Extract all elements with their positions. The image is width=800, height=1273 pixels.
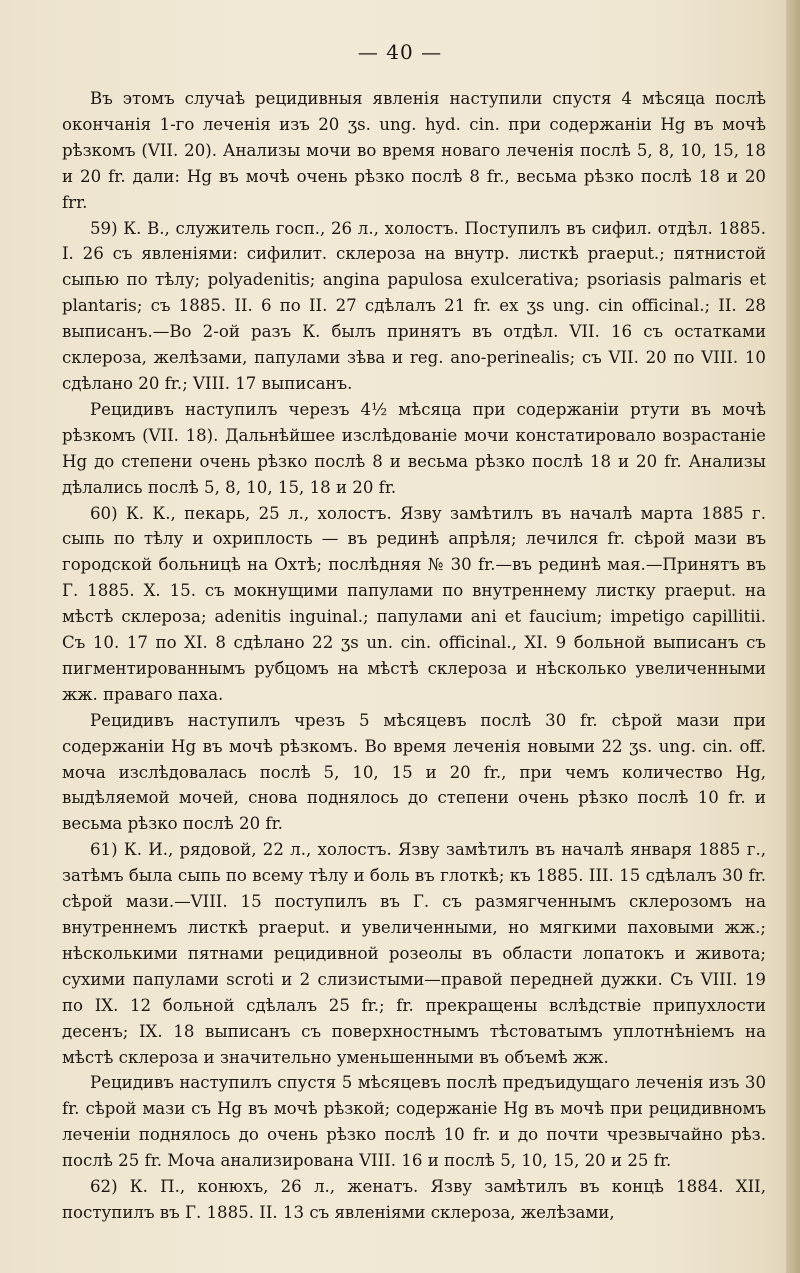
paragraph-case-60: 60) К. К., пекарь, 25 л., холостъ. Язву замѣтилъ въ началѣ марта 1885 г. сыпь по тѣлу и охриплость — въ рединѣ апрѣля; лечился fr. сѣрой мази въ городской больницѣ на Охтѣ; послѣдняя № 30 fr.—въ рединѣ мая.—Принятъ въ Г. 1885. X. 15. съ мокнущими папулами по внутреннему листку praeput. на мѣстѣ склероза; adenitis inguinal.; папулами ani et faucium; impetigo capillitii. Съ 10. 17 по XI. 8 сдѣлано 22 ʒs un. cin. officinal., XI. 9 больной выписанъ съ пигментированнымъ рубцомъ на мѣстѣ склероза и нѣсколько увеличенными жж. праваго паха.: [62, 503, 766, 704]
paragraph-case-59: 59) К. В., служитель госп., 26 л., холостъ. Поступилъ въ сифил. отдѣл. 1885. I. 26 съ явленіями: сифилит. склероза на внутр. листкѣ praeput.; пятнистой сыпью по тѣлу; polyadenitis; angina papulosa exulcerativa; psoriasis palmaris et plantaris; съ 1885. II. 6 по II. 27 сдѣлалъ 21 fr. ex ʒs ung. cin officinal.; II. 28 выписанъ.—Во 2-ой разъ К. былъ принятъ въ отдѣл. VII. 16 съ остатками склероза, желѣзами, папулами зѣва и reg. ano-perinealis; съ VII. 20 по VIII. 10 сдѣлано 20 fr.; VIII. 17 выписанъ.: [62, 218, 767, 393]
paragraph-1: Въ этомъ случаѣ рецидивныя явленія наступили спустя 4 мѣсяца послѣ окончанія 1-го леченія изъ 20 ʒs. ung. hyd. cin. при содержаніи Hg въ мочѣ рѣзкомъ (VII. 20). Анализы мочи во время новаго леченія послѣ 5, 8, 10, 15, 18 и 20 fr. дали: Hg въ мочѣ очень рѣзко послѣ 8 fr., весьма рѣзко послѣ 18 и 20 frr.: [62, 89, 766, 212]
body-text: [62, 86, 766, 1226]
paragraph-case-62: 62) К. П., конюхъ, 26 л., женатъ. Язву замѣтилъ въ концѣ 1884. XII, поступилъ въ Г. 1885. II. 13 съ явленіями склероза, желѣзами,: [62, 1177, 766, 1222]
page-edge: [786, 0, 800, 1273]
paragraph-3: Рецидивъ наступилъ черезъ 4½ мѣсяца при содержаніи ртути въ мочѣ рѣзкомъ (VII. 18). Дальнѣйшее изслѣдованіе мочи констатировало возрастаніе Hg до степени очень рѣзко послѣ 8 и весьма рѣзко послѣ 18 и 20 fr. Анализы дѣлались послѣ 5, 8, 10, 15, 18 и 20 fr.: [62, 399, 766, 497]
paragraph-5: Рецидивъ наступилъ чрезъ 5 мѣсяцевъ послѣ 30 fr. сѣрой мази при содержаніи Hg въ мочѣ рѣзкомъ. Во время леченія новыми 22 ʒs. ung. cin. off. моча изслѣдовалась послѣ 5, 10, 15 и 20 fr., при чемъ количество Hg, выдѣляемой мочей, снова поднялось до степени очень рѣзко послѣ 10 fr. и весьма рѣзко послѣ 20 fr.: [62, 710, 766, 834]
paragraph-case-61: 61) К. И., рядовой, 22 л., холостъ. Язву замѣтилъ въ началѣ января 1885 г., затѣмъ была сыпь по всему тѣлу и боль въ глоткѣ; къ 1885. III. 15 сдѣлалъ 30 fr. сѣрой мази.—VIII. 15 поступилъ въ Г. съ размягченнымъ склерозомъ на внутреннемъ листкѣ praeput. и увеличенными, но мягкими паховыми жж.; нѣсколькими пятнами рецидивной розеолы въ области лопатокъ и живота; сухими папулами scroti и 2 слизистыми—правой передней дужки. Съ VIII. 19 по IX. 12 больной сдѣлалъ 25 fr.; fr. прекращены вслѣдствіе припухлости десенъ; IX. 18 выписанъ съ поверхностнымъ тѣстоватымъ уплотнѣніемъ на мѣстѣ склероза и значительно уменьшенными въ объемѣ жж.: [62, 840, 766, 1067]
paragraph-7: Рецидивъ наступилъ спустя 5 мѣсяцевъ послѣ предъидущаго леченія изъ 30 fr. сѣрой мази съ Hg въ мочѣ рѣзкой; содержаніе Hg въ мочѣ при рецидивномъ леченіи поднялось до очень рѣзко послѣ 10 fr. и до почти чрезвычайно рѣз. послѣ 25 fr. Моча анализирована VIII. 16 и послѣ 5, 10, 15, 20 и 25 fr.: [62, 1073, 766, 1171]
page-number: — 40 —: [357, 40, 443, 64]
